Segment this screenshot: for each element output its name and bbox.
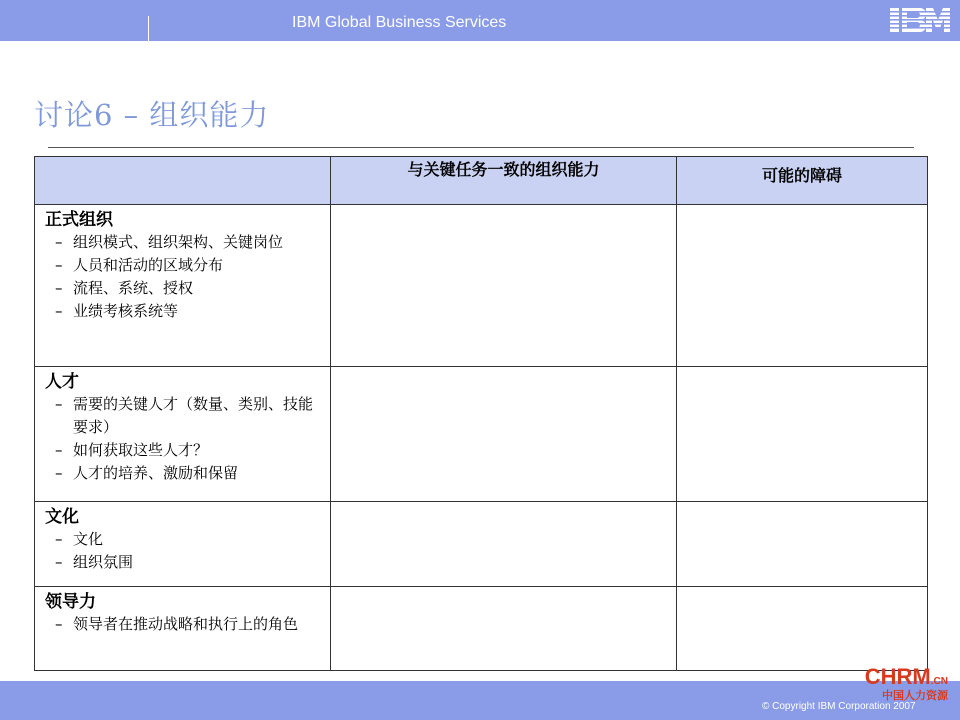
table-row-leadership — [35, 587, 928, 671]
slide-title: 讨论6 – 组织能力 — [34, 98, 270, 132]
service-name: IBM Global Business Services — [292, 14, 507, 31]
table-row-formal-org — [35, 205, 928, 367]
list-item: – 组织氛围 — [73, 551, 322, 574]
category-cell — [35, 587, 331, 671]
capability-cell[interactable] — [331, 367, 677, 502]
list-item: – 流程、系统、授权 — [73, 277, 322, 300]
category-label: 文化 — [45, 507, 79, 527]
list-item: – 需要的关键人才（数量、类别、技能要求） — [73, 393, 322, 439]
capability-cell[interactable] — [331, 205, 677, 367]
capability-cell[interactable] — [331, 502, 677, 587]
obstacle-cell[interactable] — [677, 205, 928, 367]
list-item: – 领导者在推动战略和执行上的角色 — [73, 613, 322, 636]
copyright-text: © Copyright IBM Corporation 2007 — [762, 701, 916, 712]
top-banner — [0, 0, 960, 41]
column-header-capability: 与关键任务一致的组织能力 — [331, 157, 677, 205]
table-row-talent — [35, 367, 928, 502]
list-item: – 组织模式、组织架构、关键岗位 — [73, 231, 322, 254]
column-header-obstacles: 可能的障碍 — [677, 157, 928, 205]
category-items — [35, 528, 330, 574]
category-label: 领导力 — [45, 592, 96, 612]
category-cell — [35, 205, 331, 367]
category-cell — [35, 367, 331, 502]
table-row-culture — [35, 502, 928, 587]
category-items — [35, 231, 330, 323]
capability-cell[interactable] — [331, 587, 677, 671]
watermark-tagline: 中国人力资源 — [882, 689, 948, 702]
list-item: – 如何获取这些人才？ — [73, 439, 322, 462]
category-label: 人才 — [45, 372, 79, 392]
bottom-banner — [0, 681, 960, 720]
category-items — [35, 393, 330, 485]
obstacle-cell[interactable] — [677, 367, 928, 502]
ibm-logo-icon — [888, 4, 952, 36]
category-items — [35, 613, 330, 636]
list-item: – 业绩考核系统等 — [73, 300, 322, 323]
category-cell — [35, 502, 331, 587]
column-header-empty — [35, 157, 331, 205]
list-item: – 文化 — [73, 528, 322, 551]
banner-divider — [148, 16, 149, 42]
obstacle-cell[interactable] — [677, 587, 928, 671]
capability-table — [34, 156, 928, 671]
watermark-brand: CHRM — [864, 664, 931, 689]
category-label: 正式组织 — [45, 210, 113, 230]
title-underline — [48, 147, 914, 148]
chrm-watermark — [836, 665, 948, 711]
list-item: – 人员和活动的区域分布 — [73, 254, 322, 277]
list-item: – 人才的培养、激励和保留 — [73, 462, 322, 485]
table-header-row — [35, 157, 928, 205]
watermark-suffix: .CN — [930, 676, 948, 687]
obstacle-cell[interactable] — [677, 502, 928, 587]
